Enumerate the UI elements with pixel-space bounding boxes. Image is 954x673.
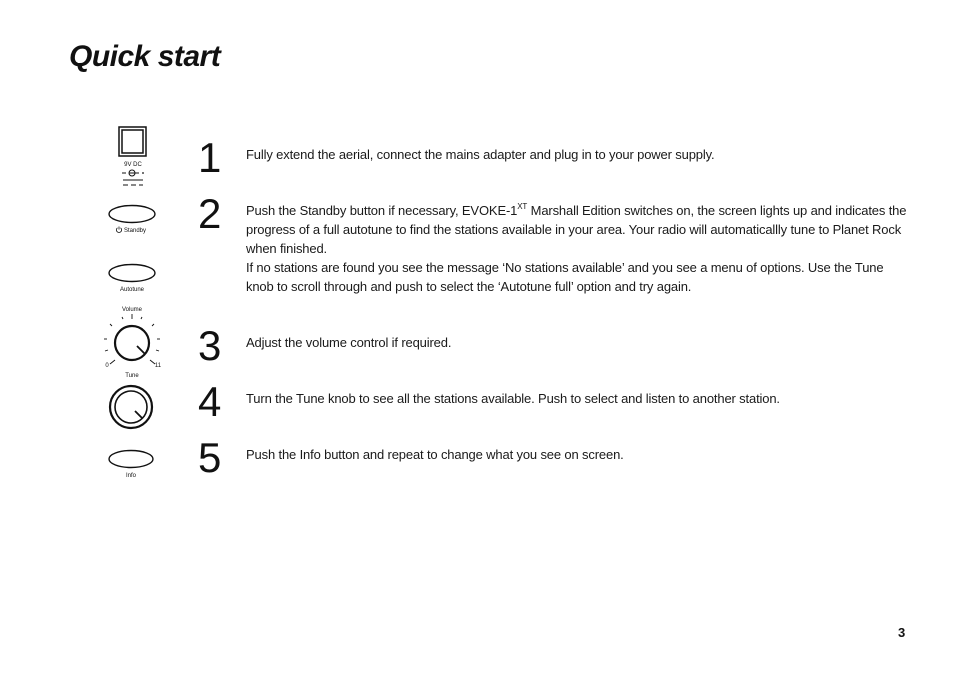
autotune-button-icon	[104, 262, 160, 294]
volume-min-label: 0	[105, 363, 109, 369]
info-button-icon	[104, 448, 160, 480]
tune-knob-icon	[106, 383, 156, 431]
autotune-label: Autotune	[119, 287, 145, 293]
volume-knob-icon	[98, 302, 166, 380]
step-number: 1	[198, 134, 222, 181]
step-2-text-b: Marshall Edition switches on, the screen lights up and indicates the progress of a full autotune to find the stations available in your area. Your radio will automaticallly tune to Planet Rock when finished.	[246, 203, 907, 256]
step-2-text-a: Push the Standby button if necessary, EVOKE-1	[246, 203, 518, 218]
step-number: 4	[198, 378, 222, 425]
step-1-text: Fully extend the aerial, connect the mains adapter and plug in to your power supply.	[246, 147, 715, 162]
step-text	[246, 201, 914, 296]
step-text	[246, 333, 914, 352]
step-number: 3	[198, 322, 222, 369]
dc-power-socket-icon	[112, 124, 154, 190]
step-4-text: Turn the Tune knob to see all the stations available. Push to select and listen to another station.	[246, 391, 780, 406]
page-number: 3	[898, 625, 906, 640]
step-5-text: Push the Info button and repeat to change what you see on screen.	[246, 447, 624, 462]
volume-label: Volume	[121, 307, 143, 313]
step-2-note: If no stations are found you see the message ‘No stations available’ and you see a menu of options. Use the Tune knob to scroll through and push to select the ‘Autotune full’ option and try again.	[246, 260, 884, 294]
step-2-paragraph	[246, 201, 914, 258]
step-number: 2	[198, 190, 222, 237]
volume-max-label: 11	[154, 363, 162, 369]
model-superscript: XT	[517, 202, 528, 211]
standby-label: Standby	[123, 228, 147, 234]
dc-label: 9V DC	[124, 162, 142, 168]
step-3-text: Adjust the volume control if required.	[246, 335, 452, 350]
standby-button-icon	[104, 203, 160, 235]
info-label: Info	[125, 473, 137, 479]
step-number: 5	[198, 434, 222, 481]
step-text	[246, 445, 914, 464]
step-text	[246, 389, 914, 408]
tune-label: Tune	[125, 373, 139, 379]
step-text	[246, 145, 914, 164]
page-title: Quick start	[69, 40, 221, 73]
